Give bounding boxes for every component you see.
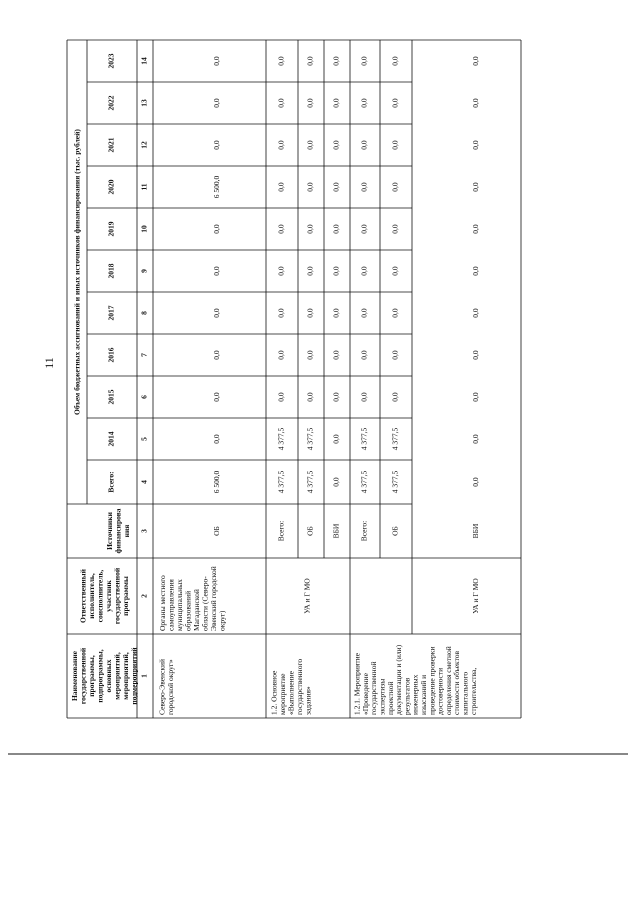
header-name-line: подмероприятий: [129, 647, 139, 705]
row1-responsible-line: муниципальных: [174, 579, 184, 631]
row1-value: 0,0: [212, 350, 222, 360]
row2-value: 0,0: [331, 434, 341, 444]
column-number: 10: [139, 225, 149, 233]
row3-value: 0,0: [359, 182, 369, 192]
row1-name-line: городской округ»: [165, 659, 175, 715]
header-year: 2015: [106, 389, 116, 405]
header-year: 2018: [106, 263, 116, 279]
row1-responsible-line: Органы местного: [157, 575, 167, 631]
row3-value: 0,0: [471, 392, 481, 402]
row2-value: 0,0: [276, 350, 286, 360]
row2-value: 0,0: [305, 56, 315, 66]
row3-value: 0,0: [471, 224, 481, 234]
financing-table: [67, 40, 521, 718]
header-responsible-line: программы: [120, 576, 130, 616]
header-name-line: государственной: [78, 647, 88, 705]
row1-value: 0,0: [212, 140, 222, 150]
row2-value: 0,0: [305, 350, 315, 360]
header-year: 2022: [106, 95, 116, 111]
row3-value: 0,0: [359, 140, 369, 150]
row3-value: 0,0: [359, 350, 369, 360]
row1-responsible-line: Магаданской: [191, 589, 201, 631]
row3-value: 4 377,5: [390, 470, 400, 494]
header-responsible-line: участник: [103, 580, 113, 612]
row3-source: ОБ: [390, 526, 400, 536]
row3-value: 0,0: [471, 350, 481, 360]
header-name-line: мероприятий,: [112, 652, 122, 700]
row3-name-line: проведение проверки: [427, 646, 437, 715]
row3-value: 4 377,5: [359, 470, 369, 494]
row3-name-line: экспертизы: [377, 678, 387, 715]
row2-value: 0,0: [331, 224, 341, 234]
column-number: 3: [139, 529, 149, 533]
header-source-line: Источники: [105, 512, 115, 550]
row3-name-line: капитального: [460, 671, 470, 715]
column-number: 5: [139, 437, 149, 441]
row1-value: 0,0: [212, 98, 222, 108]
row3-value: 4 377,5: [359, 427, 369, 451]
row1-value: 0,0: [212, 434, 222, 444]
row3-name-line: определения сметной: [443, 646, 453, 715]
row3-name-line: государственной: [369, 661, 379, 715]
row2-value: 0,0: [331, 140, 341, 150]
row3-name-line: строительства,: [468, 667, 478, 715]
row2-value: 4 377,5: [276, 427, 286, 451]
row3-value: 0,0: [359, 308, 369, 318]
row2-value: 0,0: [305, 224, 315, 234]
header-name-line: мероприятий,: [120, 652, 130, 700]
row3-value: 0,0: [359, 98, 369, 108]
row3-value: 0,0: [471, 98, 481, 108]
page-number: 11: [41, 357, 56, 369]
row2-value: 0,0: [331, 350, 341, 360]
row1-value: 0,0: [212, 392, 222, 402]
row2-value: 0,0: [276, 266, 286, 276]
row1-value: 6 500,0: [212, 175, 222, 199]
row3-name-line: достоверности: [435, 667, 445, 715]
row1-value: 0,0: [212, 308, 222, 318]
column-number: 12: [139, 141, 149, 149]
header-responsible-line: Ответственный: [78, 569, 88, 623]
row3-value: 0,0: [471, 56, 481, 66]
row3-value: 0,0: [390, 182, 400, 192]
row3-value: 0,0: [390, 140, 400, 150]
header-year: 2017: [106, 305, 116, 321]
row3-value: 0,0: [359, 266, 369, 276]
row2-value: 0,0: [276, 392, 286, 402]
column-number: 14: [139, 57, 149, 65]
row3-value: 0,0: [390, 56, 400, 66]
row2-value: 0,0: [305, 98, 315, 108]
row3-value: 0,0: [471, 308, 481, 318]
row2-value: 0,0: [276, 56, 286, 66]
row1-responsible-line: округ): [217, 610, 227, 631]
row2-value: 0,0: [331, 308, 341, 318]
row3-name-line: результатов: [402, 677, 412, 715]
row2-value: 4 377,5: [305, 427, 315, 451]
row2-value: 0,0: [305, 266, 315, 276]
row1-value: 0,0: [212, 224, 222, 234]
row3-value: 0,0: [359, 56, 369, 66]
row3-value: 0,0: [390, 98, 400, 108]
row3-name-line: документации и (или): [394, 644, 404, 715]
header-financing-title: Объем бюджетных ассигнований и иных источников финансирования (тыс. рублей): [72, 129, 82, 415]
header-year: 2016: [106, 347, 116, 363]
row3-value: 0,0: [390, 266, 400, 276]
row2-name-line: мероприятие: [278, 673, 288, 715]
row2-value: 0,0: [276, 140, 286, 150]
row3-value: 0,0: [471, 434, 481, 444]
column-number: 6: [139, 395, 149, 399]
row3-value: 0,0: [471, 477, 481, 487]
row2-value: 0,0: [276, 224, 286, 234]
header-year: 2014: [106, 431, 116, 447]
row3-name-line: проектной: [385, 681, 395, 715]
row3-value: 0,0: [359, 392, 369, 402]
row2-name-line: «Выполнение: [286, 671, 296, 715]
row3-value: 0,0: [471, 266, 481, 276]
row1-source: ОБ: [212, 526, 222, 536]
row2-source: ВБИ: [331, 523, 341, 539]
row2-value: 0,0: [305, 182, 315, 192]
row3-value: 0,0: [390, 392, 400, 402]
row1-name-line: Северо-Эвенский: [157, 658, 167, 715]
header-total: Всего:: [106, 471, 116, 493]
header-name-line: Наименование: [69, 651, 79, 701]
row2-value: 0,0: [276, 308, 286, 318]
column-number: 9: [139, 269, 149, 273]
row3-name-line: 1.2.1. Мероприятие: [352, 653, 362, 715]
row2-value: 0,0: [331, 266, 341, 276]
header-year: 2019: [106, 221, 116, 237]
row3-value: 0,0: [390, 224, 400, 234]
column-number: 8: [139, 311, 149, 315]
row2-value: 0,0: [331, 56, 341, 66]
row3-responsible-line: УА и Г МО: [471, 578, 481, 614]
header-responsible-line: исполнитель,: [86, 573, 96, 619]
header-name-line: основных: [103, 659, 113, 693]
row3-source: Всего:: [359, 520, 369, 542]
row2-name-line: государственного: [295, 658, 305, 715]
header-name-line: подпрограммы,: [95, 649, 105, 703]
row2-value: 0,0: [331, 477, 341, 487]
row3-value: 0,0: [359, 224, 369, 234]
header-year: 2021: [106, 137, 116, 153]
row3-value: 0,0: [390, 308, 400, 318]
row1-responsible-line: Эвенский городской: [208, 566, 218, 631]
row3-name-line: «Проведение: [360, 673, 370, 715]
row3-value: 0,0: [390, 350, 400, 360]
row2-name-line: задания»: [303, 686, 313, 715]
row2-value: 0,0: [305, 308, 315, 318]
row1-value: 0,0: [212, 266, 222, 276]
header-source-line: ния: [122, 524, 132, 538]
column-number: 13: [139, 99, 149, 107]
row2-value: 0,0: [276, 182, 286, 192]
header-year: 2020: [106, 179, 116, 195]
row2-value: 4 377,5: [305, 470, 315, 494]
row2-source: ОБ: [305, 526, 315, 536]
header-responsible-line: соисполнитель,: [95, 569, 105, 623]
row1-responsible-line: области (Северо-: [200, 576, 210, 631]
column-number: 4: [139, 480, 149, 484]
row2-name-line: 1.2. Основное: [269, 670, 279, 715]
header-name-line: программы,: [86, 655, 96, 697]
column-number: 11: [139, 183, 149, 191]
header-source-line: финансирова: [113, 508, 123, 554]
header-responsible-line: государственной: [112, 567, 122, 625]
row3-value: 0,0: [471, 140, 481, 150]
row3-source: ВБИ: [471, 523, 481, 539]
row2-value: 0,0: [331, 182, 341, 192]
row3-value: 0,0: [471, 182, 481, 192]
row1-value: 6 500,0: [212, 470, 222, 494]
row3-name-line: изысканий и: [419, 674, 429, 715]
row2-source: Всего:: [276, 520, 286, 542]
header-year: 2023: [106, 53, 116, 69]
row2-value: 0,0: [331, 98, 341, 108]
row3-value: 4 377,5: [390, 427, 400, 451]
row2-value: 0,0: [305, 140, 315, 150]
row3-name-line: инженерных: [410, 674, 420, 715]
row3-name-line: стоимости объектов: [452, 650, 462, 715]
column-number: 1: [139, 674, 149, 678]
row2-value: 4 377,5: [276, 470, 286, 494]
row2-value: 0,0: [276, 98, 286, 108]
row2-responsible-line: УА и Г МО: [302, 578, 312, 614]
row1-responsible-line: образований: [183, 590, 193, 631]
row1-value: 0,0: [212, 56, 222, 66]
row2-value: 0,0: [305, 392, 315, 402]
row2-value: 0,0: [331, 392, 341, 402]
column-number: 7: [139, 353, 149, 357]
column-number: 2: [139, 594, 149, 598]
row1-responsible-line: самоуправления: [166, 579, 176, 631]
